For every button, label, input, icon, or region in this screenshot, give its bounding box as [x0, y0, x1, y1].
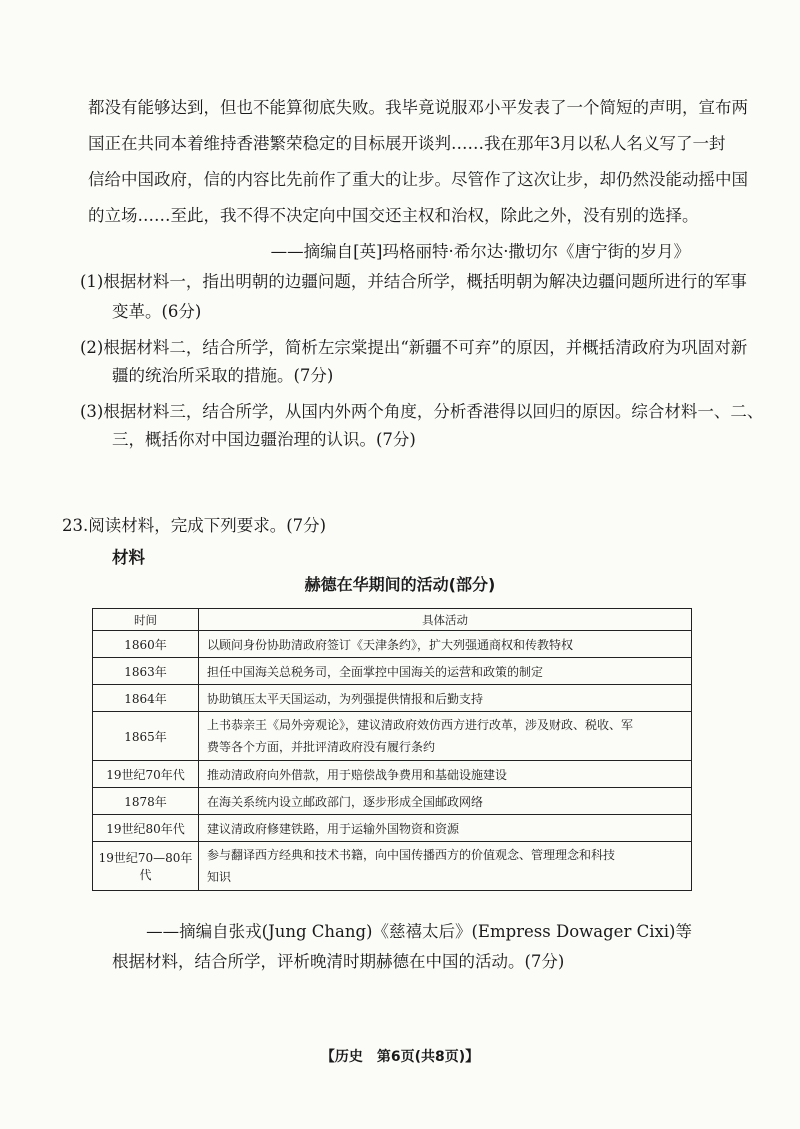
row-time: 19世纪70—80年代	[93, 842, 199, 891]
material3-line-2: 国正在共同本着维持香港繁荣稳定的目标展开谈判……我在那年3月以私人名义写了一封	[88, 134, 726, 153]
table-row	[93, 788, 692, 815]
table-row	[93, 815, 692, 842]
table-title: 赫德在华期间的活动(部分)	[304, 575, 496, 594]
question-23-prompt: 根据材料，结合所学，评析晚清时期赫德在中国的活动。(7分)	[112, 952, 565, 971]
table-row	[93, 631, 692, 658]
table-row	[93, 658, 692, 685]
material3-line-1: 都没有能够达到，但也不能算彻底失败。我毕竟说服邓小平发表了一个简短的声明，宣布两	[88, 98, 748, 117]
header-time: 时间	[93, 609, 199, 631]
table-header-row	[93, 609, 692, 631]
row-activity-line-1: 上书恭亲王《局外旁观论》，建议清政府效仿西方进行改革，涉及财政、税收、军	[207, 718, 634, 732]
table-row	[93, 761, 692, 788]
material3-line-3: 信给中国政府，信的内容比先前作了重大的让步。尽管作了这次让步，却仍然没能动摇中国	[88, 170, 748, 189]
question-22-3-cont: 三，概括你对中国边疆治理的认识。(7分)	[112, 430, 416, 449]
question-22-2-cont: 疆的统治所采取的措施。(7分)	[112, 366, 334, 385]
row-activity: 协助镇压太平天国运动，为列强提供情报和后勤支持	[199, 685, 692, 712]
row-time: 1865年	[93, 712, 199, 761]
question-22-1-cont: 变革。(6分)	[112, 302, 202, 321]
row-activity	[199, 712, 692, 761]
row-time: 19世纪80年代	[93, 815, 199, 842]
material3-source: ——摘编自[英]玛格丽特·希尔达·撒切尔《唐宁街的岁月》	[270, 242, 690, 261]
row-activity	[199, 842, 692, 891]
row-activity-line-2: 费等各个方面，并批评清政府没有履行条约	[207, 740, 436, 754]
row-activity: 以顾问身份协助清政府签订《天津条约》，扩大列强通商权和传教特权	[199, 631, 692, 658]
question-22-1: (1)根据材料一，指出明朝的边疆问题，并结合所学，概括明朝为解决边疆问题所进行的军事	[80, 272, 747, 291]
question-23-heading: 23.阅读材料，完成下列要求。(7分)	[62, 516, 327, 535]
table-row	[93, 842, 692, 891]
material3-line-4: 的立场……至此，我不得不决定向中国交还主权和治权，除此之外，没有别的选择。	[88, 206, 699, 225]
row-activity: 建议清政府修建铁路，用于运输外国物资和资源	[199, 815, 692, 842]
row-time: 1860年	[93, 631, 199, 658]
page-footer: 【历史 第6页(共8页)】	[320, 1049, 480, 1065]
header-activity: 具体活动	[199, 609, 692, 631]
question-22-2: (2)根据材料二，结合所学，简析左宗棠提出“新疆不可弃”的原因，并概括清政府为巩固对新	[80, 338, 748, 357]
row-activity: 担任中国海关总税务司，全面掌控中国海关的运营和政策的制定	[199, 658, 692, 685]
table-row	[93, 712, 692, 761]
row-time: 19世纪70年代	[93, 761, 199, 788]
activity-table	[92, 608, 692, 891]
row-activity-line-1: 参与翻译西方经典和技术书籍，向中国传播西方的价值观念、管理理念和科技	[207, 848, 616, 862]
row-time: 1863年	[93, 658, 199, 685]
row-activity: 推动清政府向外借款，用于赔偿战争费用和基础设施建设	[199, 761, 692, 788]
row-time: 1878年	[93, 788, 199, 815]
row-activity-line-2: 知识	[207, 870, 232, 884]
row-activity: 在海关系统内设立邮政部门，逐步形成全国邮政网络	[199, 788, 692, 815]
material-label: 材料	[112, 548, 145, 567]
row-time: 1864年	[93, 685, 199, 712]
table-row	[93, 685, 692, 712]
question-22-3: (3)根据材料三，结合所学，从国内外两个角度，分析香港得以回归的原因。综合材料一、二、	[80, 402, 764, 421]
table-source: ——摘编自张戎(Jung Chang)《慈禧太后》(Empress Dowager Cixi)等	[146, 922, 692, 941]
